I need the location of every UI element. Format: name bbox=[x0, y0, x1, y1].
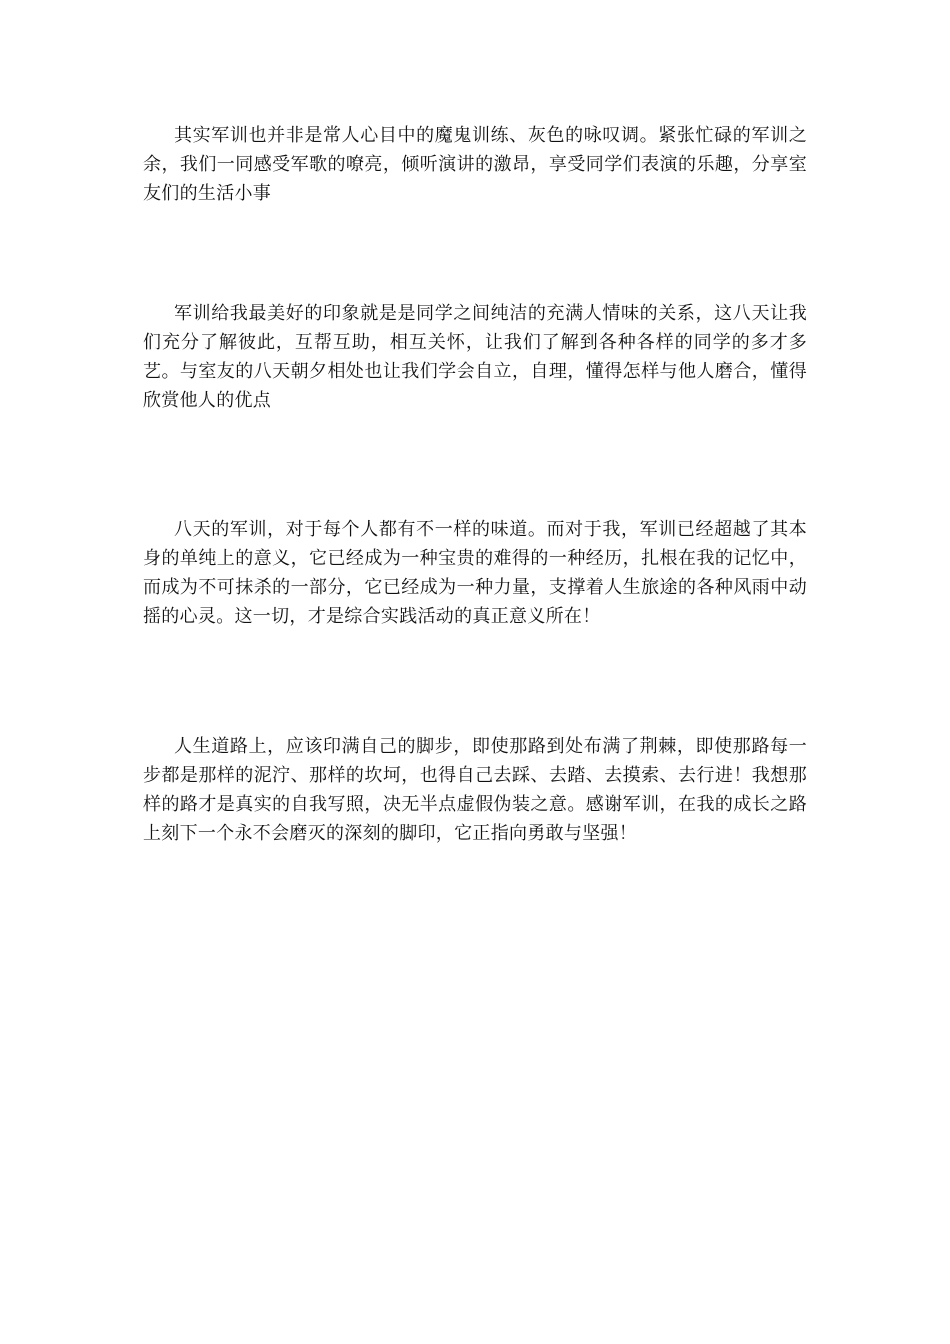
paragraph-4: 人生道路上，应该印满自己的脚步，即使那路到处布满了荆棘，即使那路每一步都是那样的泥泞、那样的坎坷，也得自己去踩、去踏、去摸索、去行进！我想那样的路才是真实的自我写照，决无半点虚假伪装之意。感谢军训，在我的成长之路上刻下一个永不会磨灭的深刻的脚印，它正指向勇敢与坚强！ bbox=[143, 736, 807, 844]
paragraph-1: 其实军训也并非是常人心目中的魔鬼训练、灰色的咏叹调。紧张忙碌的军训之余，我们一同感受军歌的嘹亮，倾听演讲的激昂，享受同学们表演的乐趣，分享室友们的生活小事 bbox=[143, 125, 807, 204]
paragraph-3: 八天的军训，对于每个人都有不一样的味道。而对于我，军训已经超越了其本身的单纯上的意义，它已经成为一种宝贵的难得的一种经历，扎根在我的记忆中，而成为不可抹杀的一部分，它已经成为一种力量，支撑着人生旅途的各种风雨中动摇的心灵。这一切，才是综合实践活动的真正意义所在！ bbox=[143, 519, 807, 627]
paragraph-2: 军训给我最美好的印象就是是同学之间纯洁的充满人情味的关系，这八天让我们充分了解彼此，互帮互助，相互关怀，让我们了解到各种各样的同学的多才多艺。与室友的八天朝夕相处也让我们学会自立，自理，懂得怎样与他人磨合，懂得欣赏他人的优点 bbox=[143, 303, 807, 411]
